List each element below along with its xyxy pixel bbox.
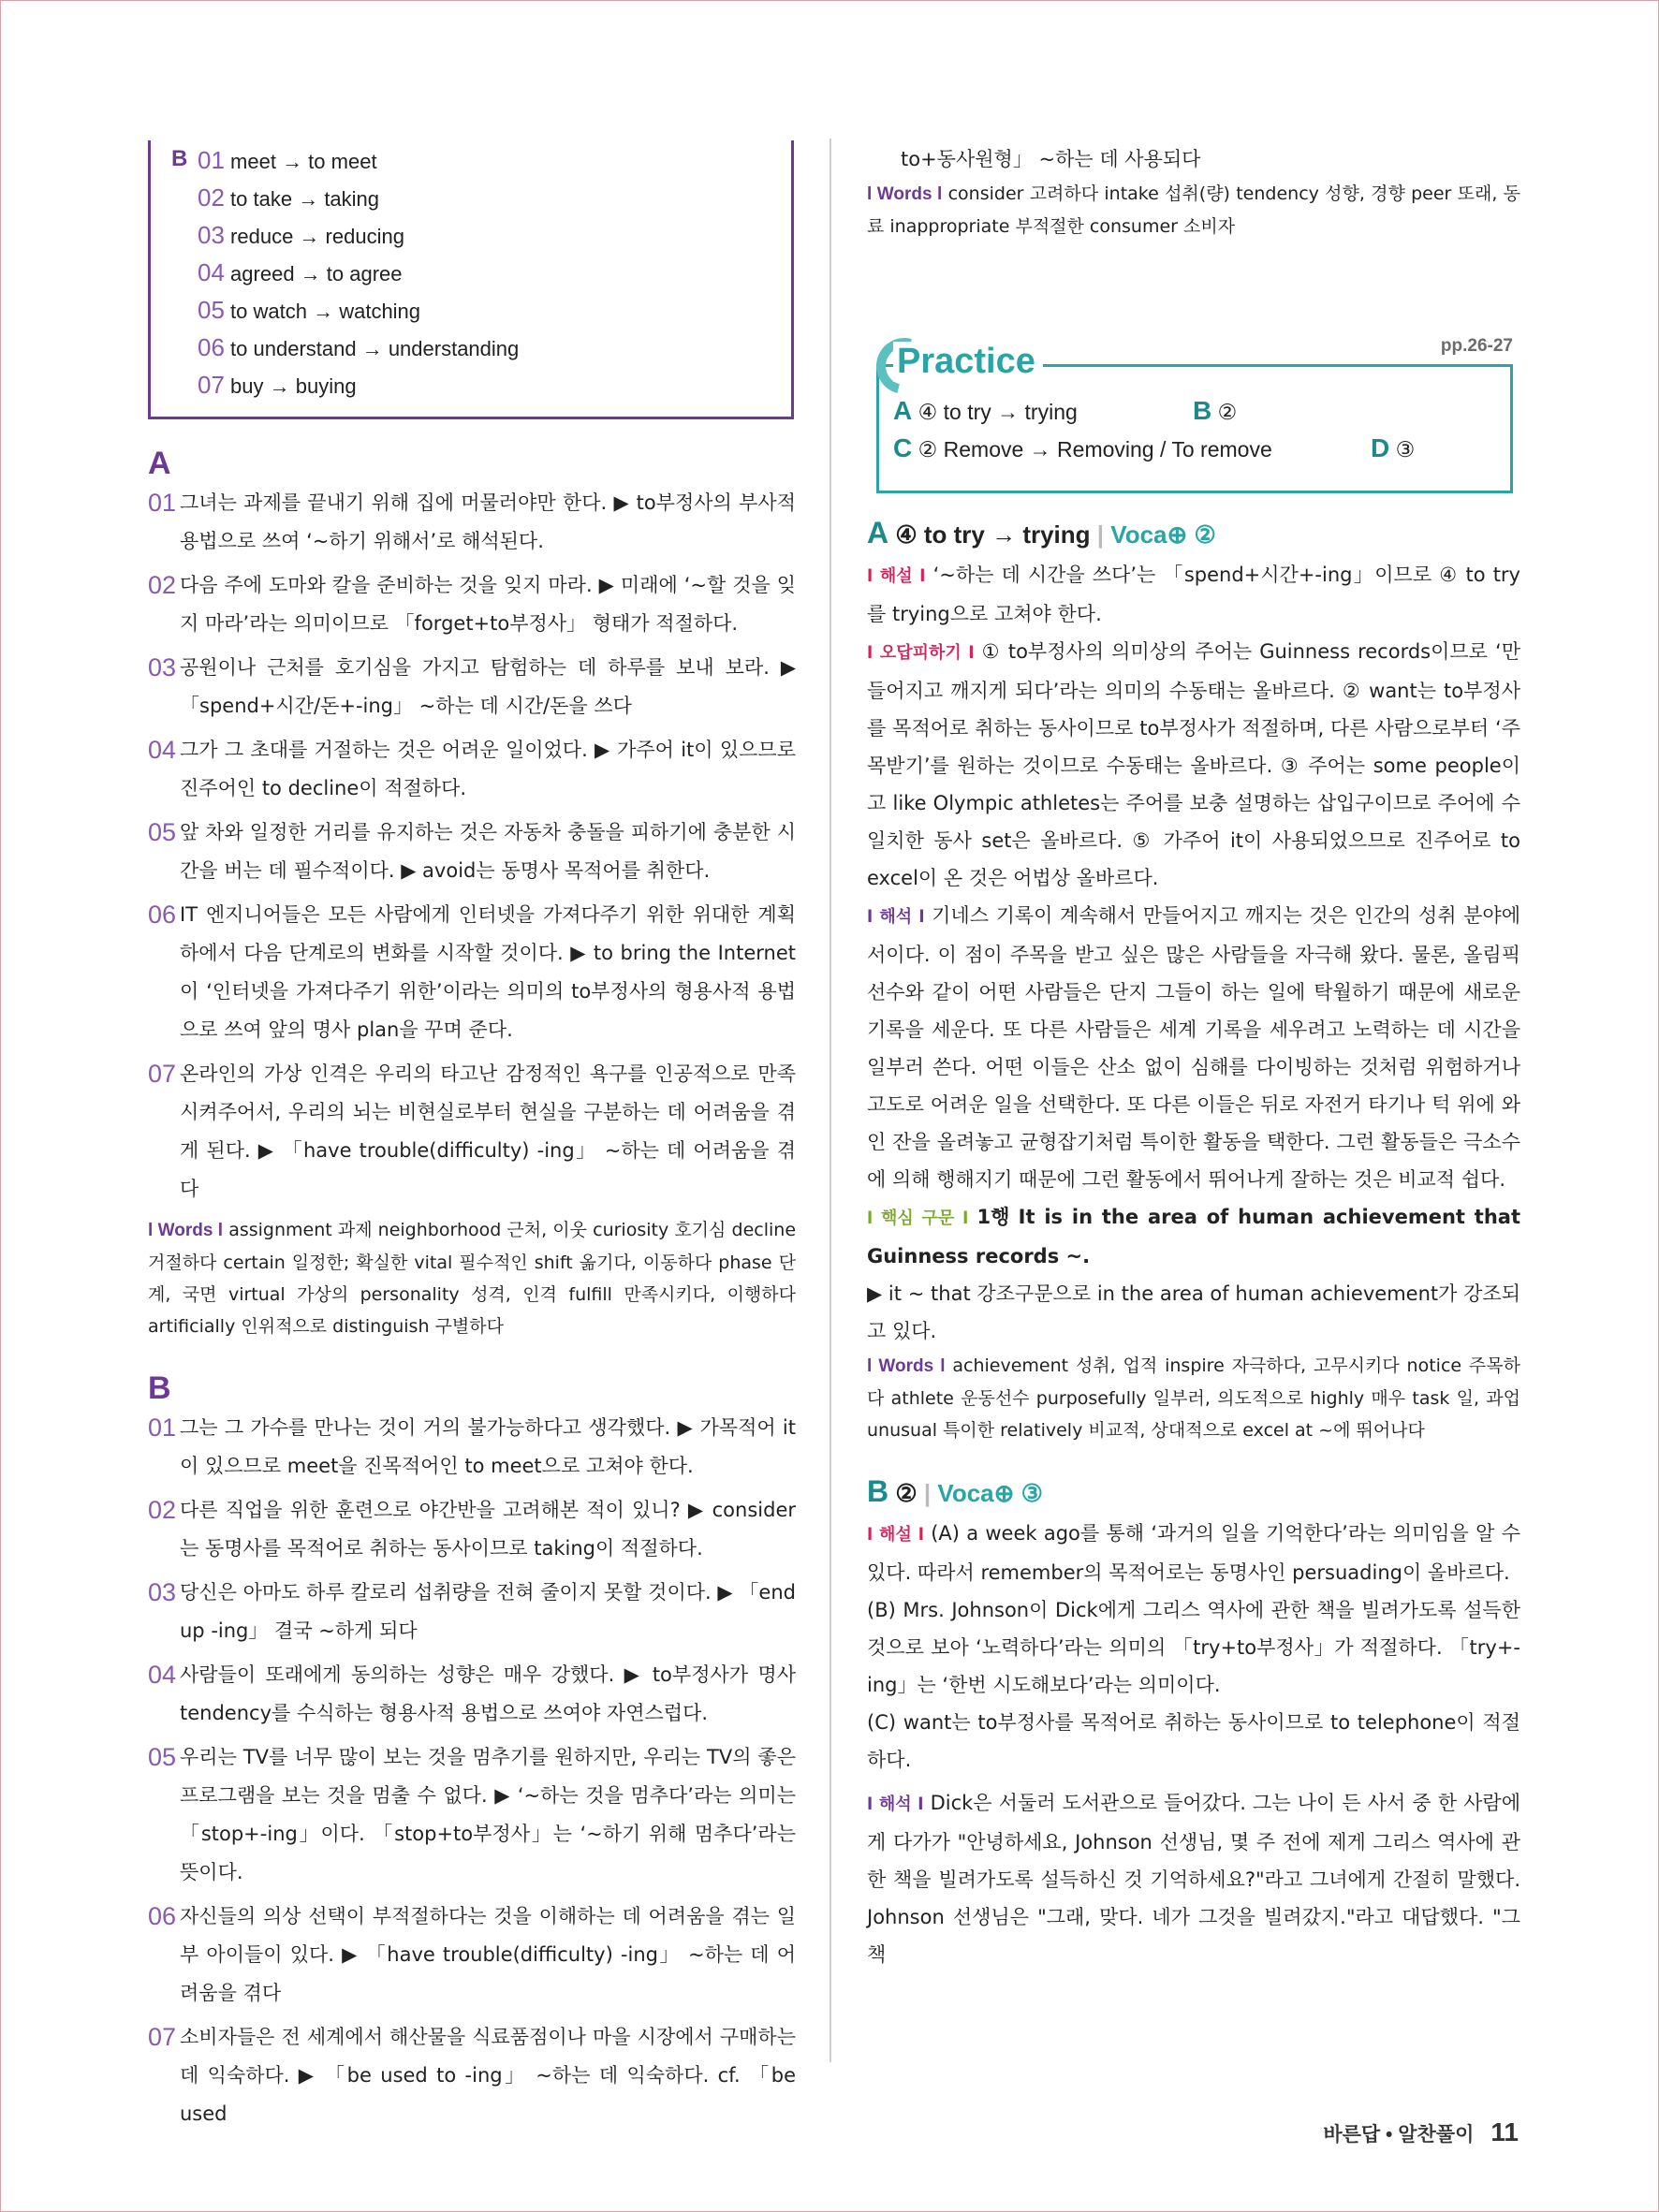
list-item: [148, 566, 796, 643]
list-item: [148, 1409, 796, 1486]
list-item: [148, 1055, 796, 1209]
tag-translation: l 해석 l: [867, 1795, 924, 1814]
heading-label: A: [867, 516, 889, 549]
answer-row: [198, 183, 379, 212]
item-number: 03: [148, 653, 177, 681]
section-b-title: B: [148, 1370, 171, 1406]
answer-text: agreed → to agree: [230, 262, 403, 286]
answer-text: to watch → watching: [230, 300, 421, 323]
item-number: 01: [148, 489, 177, 517]
item-number: 04: [148, 1661, 177, 1689]
tag-explain: l 해설 l: [867, 566, 926, 586]
continued-text: to+동사원형」 ~하는 데 사용되다: [901, 148, 1201, 170]
section-a-title: A: [148, 446, 171, 481]
list-item: [148, 2018, 796, 2133]
section-a-list: [148, 484, 796, 1209]
practice-b-heading: [867, 1474, 1520, 1509]
practice-answer: [893, 396, 1078, 426]
answer-text: ③: [1395, 437, 1416, 461]
answer-row: [198, 258, 403, 287]
divider: |: [1096, 520, 1105, 549]
words-block: [148, 1214, 796, 1342]
answer-num: 02: [198, 183, 225, 212]
tag-translation: l 해석 l: [867, 907, 925, 927]
paragraph-text: 기네스 기록이 계속해서 만들어지고 깨지는 것은 인간의 성취 분야에서이다. 이 점이 주목을 받고 싶은 많은 사람들을 자극해 왔다. 물론, 올림픽 선수와 같이 어떤 사람들은 단지 그들이 하는 일에 탁월하기 때문에 새로운 기록을 세운다. 또 다른 사람들은 세계 기록을 세우려고 노력하는 데 시간을 일부러 쓴다. 어떤 이들은 산소 없이 심해를 다이빙하는 것처럼 위험하거나 고도로 어려운 일을 선택한다. 또 다른 이들은 뒤로 자전거 타기나 턱 위에 와인 잔을 올려놓고 균형잡기처럼 특이한 활동을 택한다. 그런 활동들은 극소수에 의해 행해지기 때문에 그런 활동에서 뛰어나게 잘하는 것은 비교적 쉽다.: [867, 904, 1520, 1191]
item-number: 07: [148, 1060, 177, 1088]
item-text: 사람들이 또래에게 동의하는 성향은 매우 강했다. ▶ to부정사가 명사 tendency를 수식하는 형용사적 용법으로 쓰여야 자연스럽다.: [180, 1663, 796, 1724]
core-note: ▶ it ~ that 강조구문으로 in the area of human achievement가 강조되고 있다.: [867, 1282, 1520, 1342]
item-number: 06: [148, 1902, 177, 1930]
answer-text: ②: [1217, 400, 1238, 424]
list-item: [148, 1491, 796, 1568]
item-number: 03: [148, 1578, 177, 1606]
answer-text: ② Remove → Removing / To remove: [918, 437, 1272, 461]
explain-paragraph: [867, 1515, 1520, 1591]
wrong-paragraph: [867, 633, 1520, 897]
practice-answer: [1371, 433, 1415, 463]
answer-row: [198, 146, 377, 175]
practice-answer: [893, 433, 1272, 463]
answer-num: 04: [198, 258, 225, 286]
tag-core: l 핵심 구문 l: [867, 1209, 969, 1228]
answer-text: to take → taking: [230, 187, 380, 211]
item-text: 우리는 TV를 너무 많이 보는 것을 멈추기를 원하지만, 우리는 TV의 좋은 프로그램을 보는 것을 멈출 수 없다. ▶ ‘~하는 것을 멈추다’라는 의미는 「stop+-ing」이다. 「stop+to부정사」는 ‘~하기 위해 멈추다’라는 뜻이다.: [180, 1746, 796, 1883]
practice-border: [876, 364, 1513, 493]
words-tag: l Words l: [148, 1221, 224, 1240]
answer-text: to understand → understanding: [230, 337, 520, 360]
practice-title: Practice: [893, 342, 1043, 382]
list-item: [148, 484, 796, 561]
list-item: [148, 1656, 796, 1733]
item-number: 05: [148, 1743, 177, 1771]
practice-pages: pp.26-27: [1440, 336, 1513, 356]
item-text: 공원이나 근처를 호기심을 가지고 탐험하는 데 하루를 보내 보라. ▶ 「spend+시간/돈+-ing」 ~하는 데 시간/돈을 쓰다: [180, 656, 796, 717]
item-text: 온라인의 가상 인격은 우리의 타고난 감정적인 욕구를 인공적으로 만족시켜주어서, 우리의 뇌는 비현실로부터 현실을 구분하는 데 어려움을 겪게 된다. ▶ 「have trouble(difficulty) -ing」 ~하는 데 어려움을 겪다: [180, 1062, 796, 1200]
list-item: [148, 649, 796, 725]
answer-label: D: [1371, 433, 1390, 462]
column-separator: [830, 139, 831, 2062]
answer-row: [198, 371, 357, 400]
heading-answer: ④ to try → trying: [895, 520, 1091, 549]
heading-label: B: [867, 1474, 889, 1508]
item-text: IT 엔지니어들은 모든 사람에게 인터넷을 가져다주기 위한 위대한 계획 하에서 다음 단계로의 변화를 시작할 것이다. ▶ to bring the Internet이 ‘인터넷을 가져다주기 위한’이라는 의미의 to부정사의 형용사적 용법으로 쓰여 앞의 명사 plan을 꾸며 준다.: [180, 903, 796, 1041]
item-text: 그가 그 초대를 거절하는 것은 어려운 일이었다. ▶ 가주어 it이 있으므로 진주어인 to decline이 적절하다.: [180, 739, 796, 799]
answer-num: 03: [198, 221, 225, 249]
item-text: 다음 주에 도마와 칼을 준비하는 것을 잊지 마라. ▶ 미래에 ‘~할 것을 잊지 마라’라는 의미이므로 「forget+to부정사」 형태가 적절하다.: [180, 574, 796, 635]
answer-label: A: [893, 396, 913, 425]
item-number: 04: [148, 736, 177, 764]
translation-paragraph: [867, 897, 1520, 1198]
paragraph-text: (A) a week ago를 통해 ‘과거의 일을 기억한다’라는 의미임을 알 수 있다. 따라서 remember의 목적어로는 동명사인 persuading이 올바르다.: [867, 1522, 1520, 1584]
practice-a-heading: [867, 516, 1520, 550]
list-item: [148, 1738, 796, 1892]
paragraph-text: Dick은 서둘러 도서관으로 들어갔다. 그는 나이 든 사서 중 한 사람에게 다가가 "안녕하세요, Johnson 선생님, 몇 주 전에 제게 그리스 역사에 관한 책을 빌려가도록 설득하신 것 기억하세요?"라고 그녀에게 간절히 말했다. Johnson 선생님은 "그래, 맞다. 네가 그것을 빌려갔지."라고 대답했다. "그 책: [867, 1792, 1520, 1966]
item-text: 당신은 아마도 하루 칼로리 섭취량을 전혀 줄이지 못할 것이다. ▶ 「end up -ing」 결국 ~하게 되다: [180, 1581, 796, 1642]
answer-text: ④ to try → trying: [918, 400, 1078, 424]
answer-box: [148, 140, 794, 419]
tag-wrong: l 오답피하기 l: [867, 643, 975, 663]
answer-num: 05: [198, 296, 225, 324]
paragraph-text: ‘~하는 데 시간을 쓰다’는 「spend+시간+-ing」이므로 ④ to try를 trying으로 고쳐야 한다.: [867, 564, 1520, 625]
voca-badge: Voca⊕ ③: [937, 1479, 1043, 1507]
explain-paragraph: [867, 556, 1520, 633]
page-footer: [1323, 2117, 1519, 2147]
right-column: [867, 140, 1520, 1973]
list-item: [148, 731, 796, 808]
core-line: 1행: [976, 1206, 1010, 1228]
page-number: 11: [1490, 2117, 1519, 2146]
item-number: 01: [148, 1414, 177, 1442]
answer-row: [198, 333, 519, 362]
list-item: [148, 813, 796, 890]
tag-explain: l 해설 l: [867, 1525, 924, 1545]
item-text: 앞 차와 일정한 거리를 유지하는 것은 자동차 충돌을 피하기에 충분한 시간을 버는 데 필수적이다. ▶ avoid는 동명사 목적어를 취한다.: [180, 821, 796, 882]
words-tag: l Words l: [867, 184, 943, 204]
answer-num: 01: [198, 146, 225, 174]
translation-paragraph: [867, 1784, 1520, 1973]
answer-text: reduce → reducing: [230, 225, 404, 248]
answer-label: C: [893, 433, 913, 462]
item-text: 그녀는 과제를 끝내기 위해 집에 머물러야만 한다. ▶ to부정사의 부사적 용법으로 쓰여 ‘~하기 위해서’로 해석된다.: [180, 491, 796, 552]
words-text: achievement 성취, 업적 inspire 자극하다, 고무시키다 notice 주목하다 athlete 운동선수 purposefully 일부러, 의도적으로 highly 매우 task 일, 과업 unusual 특이한 relatively 비교적, 상대적으로 excel at ~에 뛰어나다: [867, 1355, 1520, 1441]
answer-text: buy → buying: [230, 374, 357, 398]
list-item: [148, 896, 796, 1049]
answer-row: [198, 221, 404, 250]
words-block: [867, 178, 1520, 242]
item-number: 02: [148, 571, 177, 599]
explain-c: (C) want는 to부정사를 목적어로 취하는 동사이므로 to telephone이 적절하다.: [867, 1711, 1520, 1771]
footer-label: 바른답 • 알찬풀이: [1323, 2124, 1475, 2146]
voca-badge: Voca⊕ ②: [1110, 520, 1216, 549]
answer-text: meet → to meet: [230, 150, 377, 173]
item-number: 02: [148, 1496, 177, 1524]
item-text: 그는 그 가수를 만나는 것이 거의 불가능하다고 생각했다. ▶ 가목적어 it이 있으므로 meet을 진목적어인 to meet으로 고쳐야 한다.: [180, 1416, 796, 1477]
words-tag: l Words l: [867, 1356, 946, 1376]
words-text: assignment 과제 neighborhood 근처, 이웃 curiosity 호기심 decline 거절하다 certain 일정한; 확실한 vital 필수적인 shift 옮기다, 이동하다 phase 단계, 국면 virtual 가상의 personality 성격, 인격 fulfill 만족시키다, 이행하다 artificially 인위적으로 distinguish 구별하다: [148, 1220, 797, 1337]
answer-row: [198, 296, 420, 325]
explain-b: (B) Mrs. Johnson이 Dick에게 그리스 역사에 관한 책을 빌려가도록 설득한 것으로 보아 ‘노력하다’라는 의미의 「try+to부정사」가 적절하다. 「try+-ing」는 ‘한번 시도해보다’라는 의미이다.: [867, 1599, 1520, 1696]
answer-label: B: [1193, 396, 1212, 425]
item-text: 다른 직업을 위한 훈련으로 야간반을 고려해본 적이 있니? ▶ consider는 동명사를 목적어로 취하는 동사이므로 taking이 적절하다.: [180, 1499, 796, 1560]
item-number: 05: [148, 818, 177, 846]
words-block: [867, 1350, 1520, 1446]
practice-box: [867, 329, 1513, 493]
answer-num: 07: [198, 371, 225, 399]
list-item: [148, 1574, 796, 1650]
item-text: 소비자들은 전 세계에서 해산물을 식료품점이나 마을 시장에서 구매하는 데 익숙하다. ▶ 「be used to -ing」 ~하는 데 익숙하다. cf. 「be used: [180, 2026, 796, 2125]
words-text: consider 고려하다 intake 섭취(량) tendency 성향, 경향 peer 또래, 동료 inappropriate 부적절한 consumer 소비자: [867, 183, 1520, 237]
practice-answer: [1193, 396, 1237, 426]
left-column: [148, 140, 796, 2139]
item-number: 07: [148, 2023, 177, 2051]
item-text: 자신들의 의상 선택이 부적절하다는 것을 이해하는 데 어려움을 겪는 일부 아이들이 있다. ▶ 「have trouble(difficulty) -ing」 ~하는 데 어려움을 겪다: [180, 1905, 796, 2004]
item-number: 06: [148, 901, 177, 929]
divider: |: [923, 1479, 932, 1507]
answer-box-label: B: [171, 146, 188, 171]
list-item: [148, 1897, 796, 2013]
heading-answer: ②: [895, 1479, 918, 1507]
core-sentence: It is in the area of human achievement that Guinness records ~.: [867, 1206, 1520, 1267]
section-b-list: [148, 1409, 796, 2133]
answer-num: 06: [198, 333, 225, 361]
core-paragraph: [867, 1198, 1520, 1275]
paragraph-text: ① to부정사의 의미상의 주어는 Guinness records이므로 ‘만들어지고 깨지게 되다’라는 의미의 수동태는 올바르다. ② want는 to부정사를 목적어로 취하는 동사이므로 to부정사가 적절하며, 다른 사람으로부터 ‘주목받기’를 원하는 것이므로 수동태는 올바르다. ③ 주어는 some people이고 like Olympic athletes는 주어를 보충 설명하는 삽입구이므로 주어에 수일치한 동사 set은 올바르다. ⑤ 가주어 it이 사용되었으므로 진주어로 to excel이 온 것은 어법상 올바르다.: [867, 640, 1520, 889]
